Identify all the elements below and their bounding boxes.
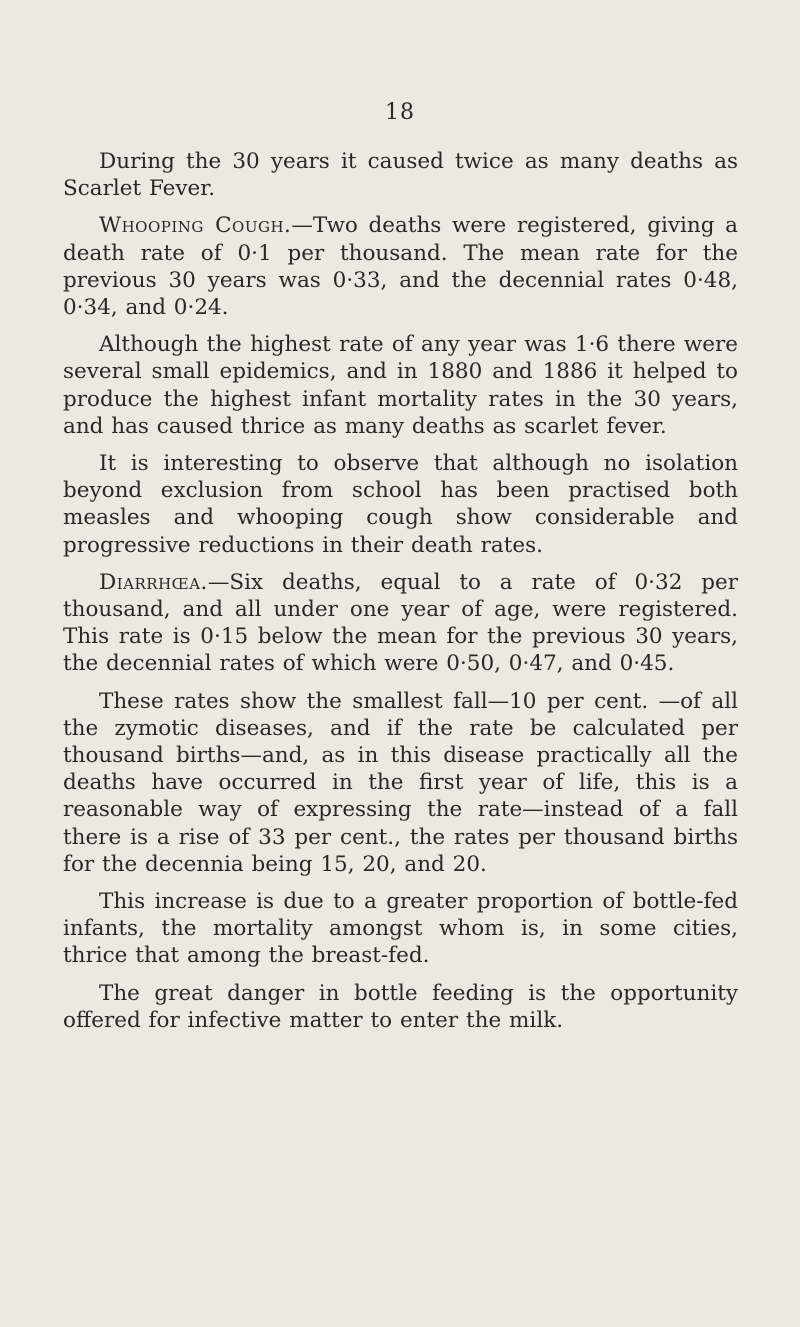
paragraph-bottle-feeding-danger [63,980,738,1034]
paragraph-isolation [63,450,738,559]
paragraph-text: It is interesting to observe that although no isolation beyond exclusion from school has been practised both measles and whooping cough show considerable and progressive reductions in their death rates. [63,451,738,558]
paragraph-text: This increase is due to a greater proportion of bottle-fed infants, the mortality amongst whom is, in some cities, thrice that among the breast-fed. [63,889,738,969]
paragraph-epidemics [63,331,738,440]
section-heading-whooping-cough: Whooping Cough. [99,213,292,239]
paragraph-scarlet-fever-comparison [63,148,738,202]
paragraph-text: During the 30 years it caused twice as many deaths as Scarlet Fever. [63,149,738,202]
paragraph-rates-fall [63,688,738,878]
body-text [63,148,738,1044]
page-number: 18 [385,100,415,125]
paragraph-text: —Six deaths, equal to a rate of 0·32 per thousand, and all under one year of age, were registered. This rate is 0·15 below the mean for the previous 30 years, the decennial rates of which were 0·50, 0·47, and 0·45. [63,569,738,677]
paragraph-text: —Two deaths were registered, giving a death rate of 0·1 per thousand. The mean rate for the previous 30 years was 0·33, and the decennial rates 0·48, 0·34, and 0·24. [63,213,738,321]
section-heading-diarrhoea: Diarrhœa. [99,569,208,595]
paragraph-text: These rates show the smallest fall—10 per cent. —of all the zymotic diseases, and if the rate be calculated per thousand births—and, as in this disease practically all the deaths have occurred in the first year of life, this is a reasonable way of expressing the rate—instead of a fall there is a rise of 33 per cent., the rates per thousand births for the decennia being 15, 20, and 20. [63,688,738,877]
paragraph-text: The great danger in bottle feeding is the opportunity offered for infective matter to enter the milk. [63,980,738,1033]
paragraph-text: Although the highest rate of any year was 1·6 there were several small epidemics, and in 1880 and 1886 it helped to produce the highest infant mortality rates in the 30 years, and has caused thrice as many deaths as scarlet fever. [63,332,738,439]
paragraph-whooping-cough [63,212,738,321]
paragraph-bottle-fed [63,888,738,970]
paragraph-diarrhoea [63,569,738,678]
